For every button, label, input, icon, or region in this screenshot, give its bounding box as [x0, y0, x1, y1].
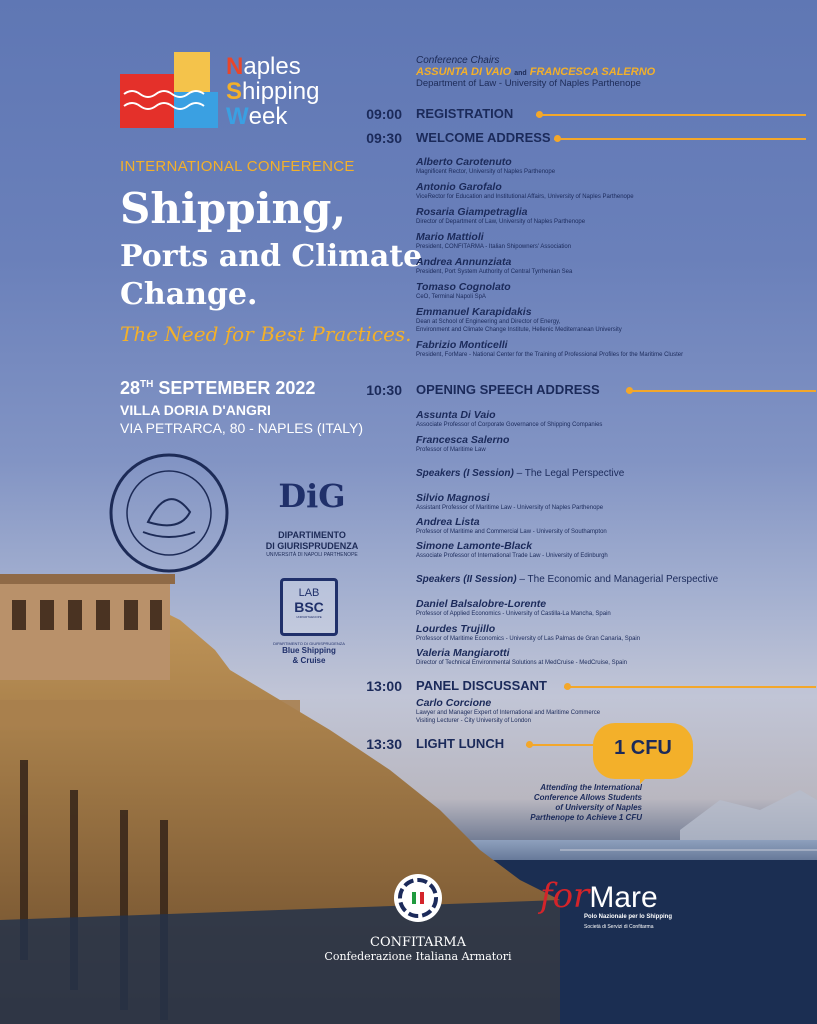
- person-name: Emmanuel Karapidakis: [416, 306, 532, 318]
- person-name: Simone Lamonte-Black: [416, 540, 533, 552]
- conference-chairs: [416, 55, 655, 89]
- cfu-note: Attending the International Conference Allows Students of University of Naples Parthenope to Achieve 1 CFU: [530, 783, 642, 822]
- slot-line: [554, 138, 806, 140]
- slot-line: [564, 686, 816, 688]
- person-name: Lourdes Trujillo: [416, 623, 496, 635]
- formare-sub2: Società di Servizi di Confitarma: [584, 924, 654, 930]
- slot-time: 09:00: [366, 106, 402, 122]
- person-role: President, ForMare - National Center for the Training of Professional Profiles for the Maritime Cluster: [416, 352, 684, 358]
- slot-line: [536, 114, 806, 116]
- date-suffix: TH: [140, 379, 154, 390]
- person-role: Professor of Maritime Economics - University of Las Palmas de Gran Canaria, Spain: [416, 636, 641, 642]
- person-role: Professor of Maritime and Commercial Law - University of Southampton: [416, 529, 607, 535]
- chairs-and: and: [514, 70, 527, 77]
- dig-line1: DIPARTIMENTO: [278, 530, 346, 540]
- slot-dot: [564, 683, 571, 690]
- person-role: Assistant Professor of Maritime Law - University of Naples Parthenope: [416, 505, 604, 511]
- cfu-badge-tail: [640, 770, 654, 784]
- person-name: Mario Mattioli: [416, 231, 484, 243]
- slot-label: OPENING SPEECH ADDRESS: [416, 382, 600, 397]
- slot-dot: [526, 741, 533, 748]
- slot-welcome: [340, 130, 817, 150]
- title-line-2: Ports and Climate: [120, 239, 423, 274]
- cfu-label: 1 CFU: [614, 737, 672, 759]
- confitarma-sub: Confederazione Italiana Armatori: [324, 950, 512, 963]
- confitarma-logo: [318, 872, 518, 963]
- person-session2: [416, 623, 640, 643]
- person-name: Alberto Carotenuto: [416, 156, 512, 168]
- bsc-tiny: UNIPARTHENOPE: [296, 615, 322, 619]
- slot-label: REGISTRATION: [416, 106, 514, 121]
- person-welcome: [416, 306, 622, 334]
- logo-initial: S: [226, 78, 243, 105]
- slot-label: WELCOME ADDRESS: [416, 130, 551, 145]
- slot-line: [526, 744, 596, 746]
- session-title: Speakers (I Session): [416, 468, 514, 479]
- formare-sub1: Polo Nazionale per lo Shipping: [584, 914, 673, 920]
- person-name: Tomaso Cognolato: [416, 281, 511, 293]
- person-role: CeO, Terminal Napoli SpA: [416, 294, 486, 300]
- address: VIA PETRARCA, 80 - NAPLES (ITALY): [120, 420, 363, 436]
- session-2-heading: [416, 574, 718, 585]
- person-role-2: Visiting Lecturer - City University of London: [416, 718, 531, 724]
- person-session1: [416, 540, 608, 560]
- chairs-dept: Department of Law - University of Naples Parthenope: [416, 78, 641, 89]
- chair-name-1: ASSUNTA DI VAIO: [416, 66, 512, 78]
- person-role: President, CONFITARMA - Italian Shipowners' Association: [416, 244, 572, 250]
- dig-logo: [262, 478, 362, 559]
- logo-rest: aples: [243, 53, 301, 80]
- person-opening: [416, 434, 509, 454]
- bsc-name2: & Cruise: [292, 656, 326, 665]
- formare-for: for: [540, 876, 590, 916]
- person-role: Associate Professor of Corporate Governance of Shipping Companies: [416, 422, 603, 428]
- person-role: Professor of Applied Economics - University of Castilla-La Mancha, Spain: [416, 611, 611, 617]
- session-title: Speakers (II Session): [416, 574, 517, 585]
- person-name: Francesca Salerno: [416, 434, 510, 446]
- person-role: Director of Department of Law, University of Naples Parthenope: [416, 219, 586, 225]
- slot-panel: [340, 678, 817, 698]
- slot-time: 13:00: [366, 678, 402, 694]
- person-name: Fabrizio Monticelli: [416, 339, 508, 351]
- person-name: Rosaria Giampetraglia: [416, 206, 528, 218]
- formare-logo: [540, 876, 720, 930]
- session-1-heading: [416, 468, 624, 479]
- person-welcome: [416, 339, 683, 359]
- person-role: Director of Technical Environmental Solutions at MedCruise - MedCruise, Spain: [416, 660, 627, 666]
- slot-registration: [340, 106, 817, 126]
- person-role-2: Environment and Climate Change Institute, Hellenic Mediterranean University: [416, 327, 622, 333]
- person-role: Professor of Maritime Law: [416, 447, 486, 453]
- dig-line2: DI GIURISPRUDENZA: [265, 541, 359, 551]
- person-name: Andrea Lista: [416, 516, 480, 528]
- date-day: 28: [120, 378, 141, 398]
- person-opening: [416, 409, 602, 429]
- slot-dot: [536, 111, 543, 118]
- logo-line3: [226, 103, 287, 130]
- person-welcome: [416, 156, 555, 176]
- lab-text: LAB: [298, 587, 320, 599]
- slot-time: 13:30: [366, 736, 402, 752]
- naples-shipping-week-logo: [120, 52, 330, 132]
- person-role: Associate Professor of International Trade Law - University of Edinburgh: [416, 553, 608, 559]
- person-name: Andrea Annunziata: [416, 256, 512, 268]
- person-role: Dean at School of Engineering and Director of Energy,: [416, 319, 561, 325]
- chairs-label: Conference Chairs: [416, 55, 500, 66]
- person-session1: [416, 516, 607, 536]
- person-name: Carlo Corcione: [416, 697, 492, 709]
- date-month-year: SEPTEMBER 2022: [153, 378, 316, 398]
- slot-time: 09:30: [366, 130, 402, 146]
- logo-initial: N: [226, 53, 244, 80]
- person-panel: [416, 697, 600, 725]
- slot-dot: [554, 135, 561, 142]
- dig-mark: DiG: [278, 477, 346, 515]
- person-role: ViceRector for Education and Institutional Affairs, University of Naples Parthenope: [416, 194, 634, 200]
- person-name: Assunta Di Vaio: [416, 409, 496, 421]
- person-role: Magnificent Rector, University of Naples Parthenope: [416, 169, 556, 175]
- logo-line1: [226, 53, 301, 80]
- session-desc: – The Economic and Managerial Perspective: [516, 574, 719, 585]
- person-name: Silvio Magnosi: [416, 492, 490, 504]
- person-session2: [416, 647, 627, 667]
- person-role: Lawyer and Manager Expert of International and Maritime Commerce: [416, 710, 601, 716]
- person-welcome: [416, 281, 511, 301]
- bsc-text: BSC: [294, 599, 324, 615]
- logo-waves-icon: [120, 74, 218, 128]
- formare-mare: Mare: [589, 881, 658, 914]
- venue: VILLA DORIA D'ANGRI: [120, 402, 271, 418]
- confitarma-emblem-icon: [392, 872, 444, 924]
- slot-label: LIGHT LUNCH: [416, 736, 505, 751]
- dig-line3: UNIVERSITÀ DI NAPOLI PARTHENOPE: [266, 552, 358, 558]
- conference-type: INTERNATIONAL CONFERENCE: [120, 158, 355, 175]
- title-line-3: Change.: [120, 277, 258, 312]
- slot-dot: [626, 387, 633, 394]
- slot-label: PANEL DISCUSSANT: [416, 678, 547, 693]
- logo-text: [226, 54, 319, 129]
- person-welcome: [416, 256, 572, 276]
- slot-line: [626, 390, 816, 392]
- person-welcome: [416, 231, 571, 251]
- bsc-dept: DIPARTIMENTO DI GIURISPRUDENZA: [273, 641, 345, 646]
- lab-bsc-box: [280, 578, 338, 636]
- person-welcome: [416, 206, 585, 226]
- logo-rest: hipping: [242, 78, 320, 105]
- title-line-1: Shipping,: [120, 184, 347, 233]
- subtitle: The Need for Best Practices.: [120, 322, 412, 346]
- chair-name-2: FRANCESCA SALERNO: [529, 66, 656, 78]
- event-date: [120, 378, 315, 399]
- person-name: Daniel Balsalobre-Lorente: [416, 598, 547, 610]
- person-session1: [416, 492, 603, 512]
- person-name: Valeria Mangiarotti: [416, 647, 510, 659]
- logo-rest: eek: [248, 103, 288, 130]
- person-name: Antonio Garofalo: [416, 181, 502, 193]
- university-seal-icon: [108, 452, 230, 574]
- confitarma-name: CONFITARMA: [370, 935, 466, 950]
- logo-initial: W: [226, 103, 249, 130]
- lab-bsc-logo: [264, 578, 354, 666]
- slot-time: 10:30: [366, 382, 402, 398]
- slot-lunch: [340, 736, 817, 756]
- session-desc: – The Legal Perspective: [513, 468, 625, 479]
- bsc-name1: Blue Shipping: [282, 646, 336, 655]
- person-welcome: [416, 181, 634, 201]
- person-role: President, Port System Authority of Central Tyrrhenian Sea: [416, 269, 573, 275]
- slot-opening: [340, 382, 817, 402]
- logo-line2: [226, 78, 319, 105]
- person-session2: [416, 598, 611, 618]
